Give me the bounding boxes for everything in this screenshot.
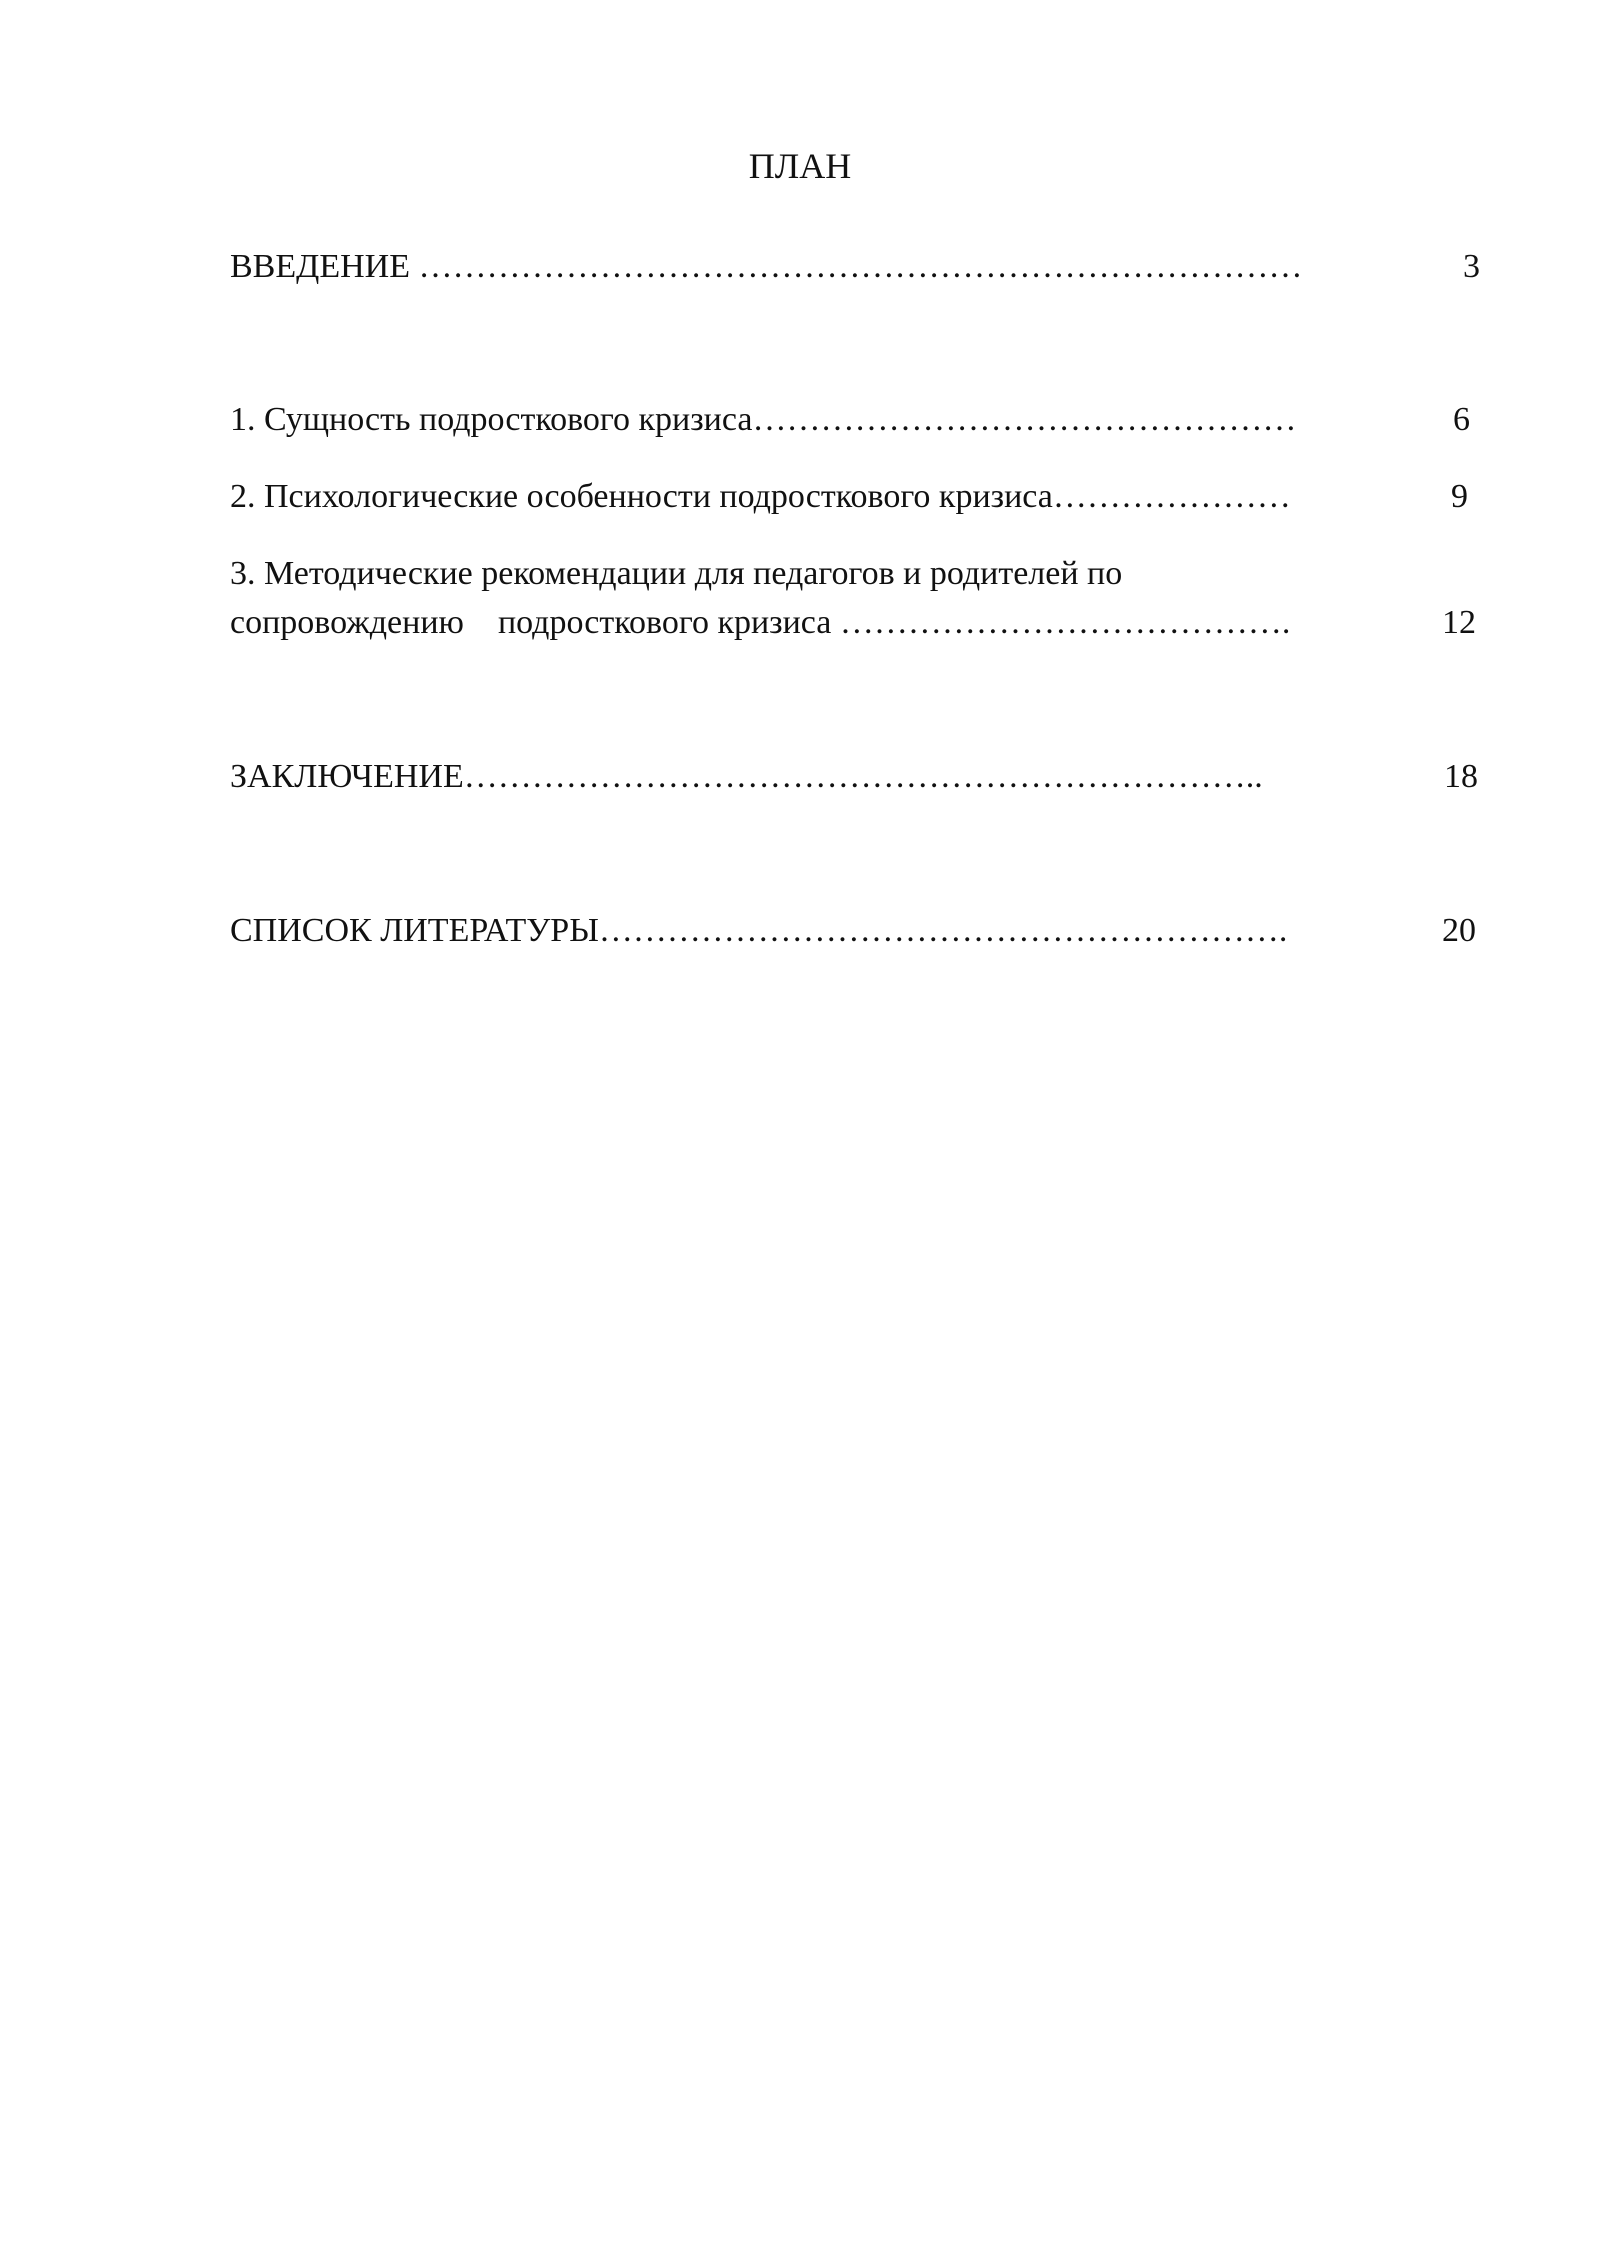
toc-entry-chapter-2-page: 9 (1451, 478, 1468, 515)
toc-entry-chapter-2-text: 2. Психологические особенности подросткового кризиса………………… (230, 478, 1291, 515)
toc-entry-conclusion-text: ЗАКЛЮЧЕНИЕ…………………………………………………………….. (230, 758, 1263, 795)
toc-entry-chapter-1-page: 6 (1453, 401, 1470, 438)
toc-entry-literature-page: 20 (1442, 912, 1476, 949)
toc-entry-chapter-3-page: 12 (1442, 604, 1476, 641)
toc-entry-introduction-text: ВВЕДЕНИЕ …………………………………………………………………… (230, 248, 1303, 285)
toc-entry-chapter-3-text-line-2 (230, 606, 1290, 640)
toc-entry-introduction-page: 3 (1463, 248, 1480, 285)
toc-entry-literature-text: СПИСОК ЛИТЕРАТУРЫ……………………………………………………. (230, 912, 1288, 949)
page-title: ПЛАН (748, 146, 852, 186)
toc-entry-chapter-1-text: 1. Сущность подросткового кризиса………………………………………… (230, 401, 1297, 438)
toc-entry-chapter-3-text-part-2: подросткового кризиса …………………………………. (497, 604, 1291, 641)
toc-entry-chapter-3-text-part-1: сопровождению (230, 604, 464, 641)
toc-entry-conclusion-page: 18 (1444, 758, 1478, 795)
toc-entry-chapter-3-text-line-1: 3. Методические рекомендации для педагогов и родителей по (230, 555, 1123, 592)
